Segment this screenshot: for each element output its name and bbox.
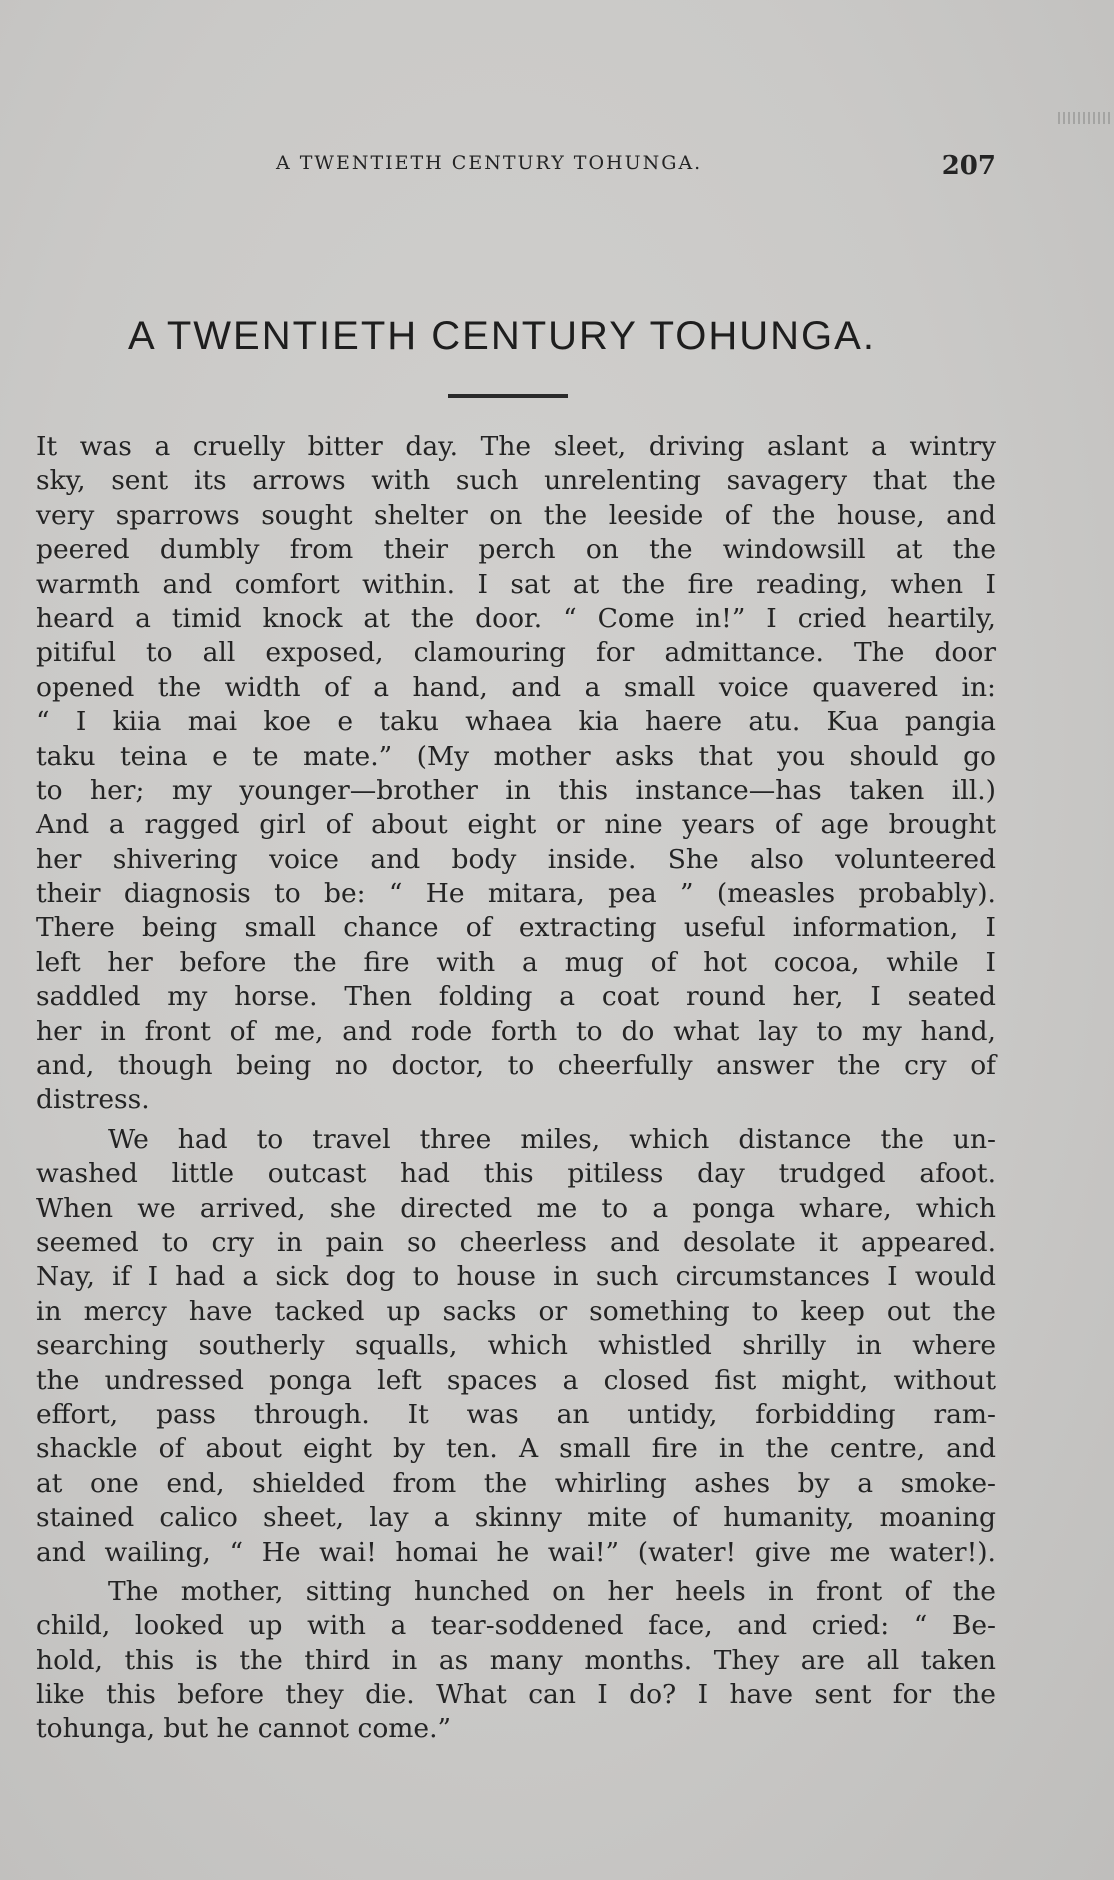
text-line: like this before they die. What can I do? I have sent for the <box>36 1679 996 1711</box>
text-line: to her; my younger—brother in this instance—has taken ill.) <box>36 774 996 806</box>
text-line: distress. <box>36 1084 150 1116</box>
text-line: opened the width of a hand, and a small voice quavered in: <box>36 671 996 703</box>
text-line: saddled my horse. Then folding a coat round her, I seated <box>36 981 996 1013</box>
text-line: very sparrows sought shelter on the leeside of the house, and <box>36 499 996 531</box>
text-line: peered dumbly from their perch on the windowsill at the <box>36 534 996 566</box>
text-line: in mercy have tacked up sacks or something to keep out the <box>36 1295 996 1327</box>
text-line: And a ragged girl of about eight or nine years of age brought <box>36 809 996 841</box>
text-line: her shivering voice and body inside. She also volunteered <box>36 843 996 875</box>
text-line: the undressed ponga left spaces a closed fist might, without <box>36 1364 996 1396</box>
text-line: child, looked up with a tear-soddened face, and cried: “ Be- <box>36 1610 996 1642</box>
text-line: warmth and comfort within. I sat at the fire reading, when I <box>36 568 996 600</box>
running-head: A TWENTIETH CENTURY TOHUNGA. <box>276 152 703 174</box>
text-line: their diagnosis to be: “ He mitara, pea ” (measles probably). <box>36 878 996 910</box>
text-line: effort, pass through. It was an untidy, forbidding ram- <box>36 1398 996 1430</box>
text-line: left her before the fire with a mug of hot cocoa, while I <box>36 946 996 978</box>
text-line: and, though being no doctor, to cheerfully answer the cry of <box>36 1050 996 1082</box>
text-line: seemed to cry in pain so cheerless and desolate it appeared. <box>36 1226 996 1258</box>
text-line: stained calico sheet, lay a skinny mite of humanity, moaning <box>36 1502 996 1534</box>
text-line: her in front of me, and rode forth to do what lay to my hand, <box>36 1015 996 1047</box>
text-line: Nay, if I had a sick dog to house in such circumstances I would <box>36 1261 996 1293</box>
text-line: washed little outcast had this pitiless day trudged afoot. <box>36 1158 996 1190</box>
text-line: It was a cruelly bitter day. The sleet, driving aslant a wintry <box>36 431 996 462</box>
text-line: We had to travel three miles, which distance the un- <box>108 1123 996 1155</box>
page-blemish <box>1058 112 1110 124</box>
text-line: sky, sent its arrows with such unrelenting savagery that the <box>36 465 996 497</box>
text-line: pitiful to all exposed, clamouring for admittance. The door <box>36 637 996 669</box>
text-line: taku teina e te mate.” (My mother asks that you should go <box>36 740 996 772</box>
text-line: searching southerly squalls, which whistled shrilly in where <box>36 1330 996 1362</box>
text-line: heard a timid knock at the door. “ Come in!” I cried heartily, <box>36 602 996 634</box>
text-line: The mother, sitting hunched on her heels in front of the <box>108 1575 996 1607</box>
text-line: and wailing, “ He wai! homai he wai!” (water! give me water!). <box>36 1536 996 1568</box>
text-line: hold, this is the third in as many months. They are all taken <box>36 1644 996 1676</box>
body-text <box>36 430 996 1747</box>
title-rule <box>448 394 568 398</box>
text-line: When we arrived, she directed me to a ponga whare, which <box>36 1192 996 1224</box>
chapter-title: A TWENTIETH CENTURY TOHUNGA. <box>128 314 876 358</box>
text-line: There being small chance of extracting useful information, I <box>36 912 996 944</box>
page-number: 207 <box>941 151 996 181</box>
text-line: shackle of about eight by ten. A small fire in the centre, and <box>36 1433 996 1465</box>
text-line: “ I kiia mai koe e taku whaea kia haere atu. Kua pangia <box>36 706 996 738</box>
text-line: tohunga, but he cannot come.” <box>36 1713 452 1745</box>
text-line: at one end, shielded from the whirling ashes by a smoke- <box>36 1467 996 1499</box>
